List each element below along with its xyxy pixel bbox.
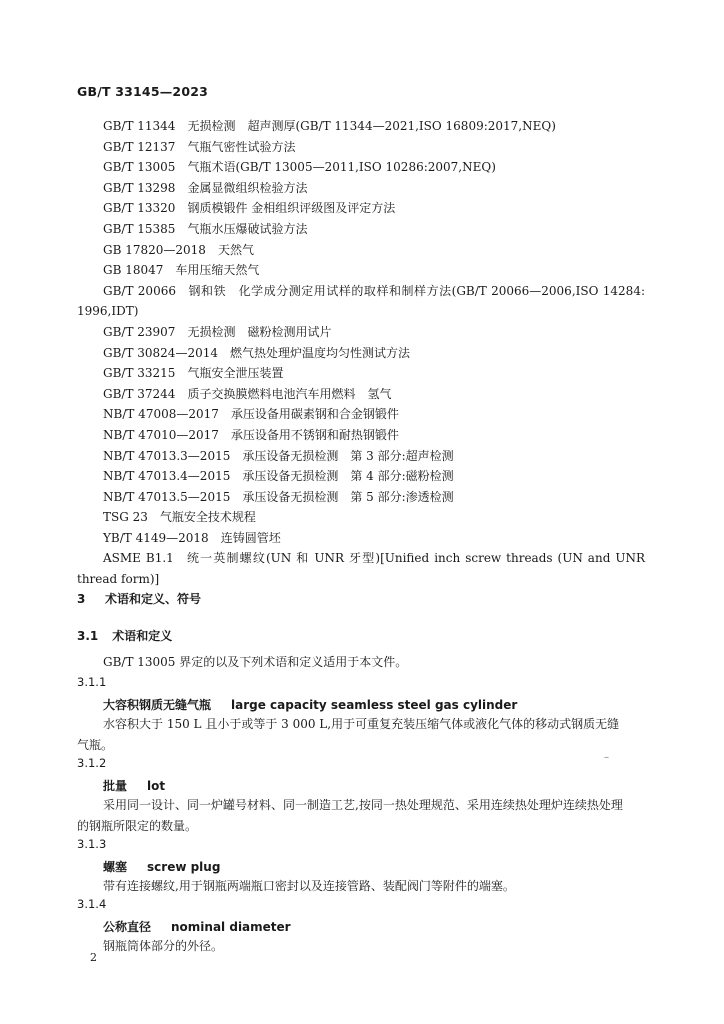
- definition-line: 采用同一设计、同一炉罐号材料、同一制造工艺,按同一热处理规范、采用连续热处理炉连续热处理: [103, 798, 623, 812]
- term-definition: [77, 936, 645, 957]
- term-definition: [77, 714, 645, 756]
- term-zh: 大容积钢质无缝气瓶: [103, 698, 212, 712]
- subsection-heading: [77, 627, 172, 644]
- reference-item: [77, 404, 645, 425]
- reference-title: 承压设备无损检测 第 4 部分:磁粉检测: [242, 469, 454, 484]
- reference-code: NB/T 47010—2017: [103, 427, 219, 442]
- reference-code: GB/T 11344: [103, 119, 176, 133]
- reference-title: 金属显微组织检验方法: [187, 180, 308, 195]
- subsection-title: 术语和定义: [112, 629, 173, 643]
- reference-line: [77, 281, 645, 302]
- reference-item: [77, 281, 645, 322]
- margin-mark: –: [604, 752, 609, 763]
- reference-title: 气瓶气密性试验方法: [187, 139, 296, 154]
- definition-line: 带有连接螺纹,用于钢瓶两端瓶口密封以及连接管路、装配阀门等附件的端塞。: [103, 879, 515, 893]
- reference-item: [77, 487, 645, 508]
- page-number: 2: [90, 951, 97, 964]
- reference-code: NB/T 47013.4—2015: [103, 469, 231, 484]
- term-heading: [103, 858, 220, 875]
- term-heading: [103, 696, 517, 713]
- intro-text: GB/T 13005 界定的以及下列术语和定义适用于本文件。: [103, 655, 408, 669]
- term-number: 3.1.3: [77, 837, 107, 851]
- reference-title: 气瓶安全技术规程: [159, 510, 256, 525]
- reference-title: 气瓶术语(GB/T 13005—2011,ISO 10286:2007,NEQ): [187, 160, 496, 175]
- definition-line: 气瓶。: [77, 738, 114, 752]
- reference-item: [77, 219, 645, 240]
- reference-title: 统一英制螺纹(UN 和 UNR 牙型)[Unified inch screw threads (UN and UNR: [185, 551, 646, 566]
- term-number: 3.1.2: [77, 756, 107, 770]
- reference-item: [77, 466, 645, 487]
- reference-title: 承压设备用不锈钢和耐热钢锻件: [230, 427, 399, 442]
- reference-code: GB/T 13005: [103, 160, 176, 175]
- reference-continuation: thread form)]: [77, 572, 160, 587]
- reference-title: 质子交换膜燃料电池汽车用燃料 氢气: [187, 386, 392, 401]
- definition-line: 钢瓶筒体部分的外径。: [103, 939, 224, 953]
- reference-item: [77, 425, 645, 446]
- definition-line: 水容积大于 150 L 且小于或等于 3 000 L,用于可重复充装压缩气体或液化气体的移动式钢质无缝: [103, 717, 620, 731]
- reference-code: GB/T 23907: [103, 324, 176, 339]
- reference-code: YB/T 4149—2018: [103, 530, 209, 545]
- reference-title: 承压设备无损检测 第 5 部分:渗透检测: [242, 489, 454, 504]
- section-title: 术语和定义、符号: [105, 592, 202, 606]
- reference-code: GB/T 20066: [103, 283, 176, 298]
- term-en: nominal diameter: [171, 920, 291, 934]
- term-zh: 批量: [103, 779, 128, 793]
- term-zh: 公称直径: [103, 920, 152, 934]
- reference-code: GB/T 37244: [103, 386, 176, 401]
- reference-code: TSG 23: [103, 510, 148, 525]
- term-number: 3.1.4: [77, 897, 107, 911]
- reference-code: GB/T 13320: [103, 201, 176, 216]
- reference-title: 燃气热处理炉温度均匀性测试方法: [229, 345, 410, 360]
- reference-item: [77, 384, 645, 405]
- reference-code: GB/T 13298: [103, 180, 176, 195]
- reference-code: ASME B1.1: [103, 551, 174, 566]
- standard-code: GB/T 33145—2023: [77, 84, 209, 99]
- reference-title: 无损检测 超声测厚(GB/T 11344—2021,ISO 16809:2017,NEQ): [187, 119, 556, 133]
- section-heading: [77, 590, 201, 607]
- term-heading: [103, 777, 165, 794]
- definition-line: 的钢瓶所限定的数量。: [77, 819, 198, 833]
- reference-item: [77, 198, 645, 219]
- reference-code: GB/T 33215: [103, 366, 176, 381]
- reference-item: [77, 240, 645, 261]
- reference-title: 连铸圆管坯: [220, 530, 281, 545]
- term-number: 3.1.1: [77, 675, 107, 689]
- normative-references-list: [77, 116, 645, 590]
- reference-title: 承压设备无损检测 第 3 部分:超声检测: [242, 448, 454, 463]
- reference-code: GB/T 12137: [103, 139, 176, 154]
- reference-title: 气瓶水压爆破试验方法: [187, 221, 308, 236]
- reference-item: [77, 507, 645, 528]
- reference-code: NB/T 47013.3—2015: [103, 448, 231, 463]
- reference-item: [77, 137, 645, 158]
- reference-code: GB 17820—2018: [103, 242, 206, 257]
- reference-item: [77, 548, 645, 589]
- term-definition: [77, 795, 645, 837]
- reference-title: 无损检测 磁粉检测用试片: [187, 324, 332, 339]
- reference-title: 钢质模锻件 金相组织评级图及评定方法: [187, 201, 396, 216]
- reference-item: [77, 178, 645, 199]
- subsection-number: 3.1: [77, 629, 99, 643]
- term-heading: [103, 918, 291, 935]
- reference-title: 钢和铁 化学成分测定用试样的取样和制样方法(GB/T 20066—2006,ISO 14284:: [187, 283, 645, 298]
- reference-title: 天然气: [217, 242, 254, 257]
- reference-title: 承压设备用碳素钢和合金钢锻件: [230, 407, 399, 422]
- reference-item: [77, 260, 645, 281]
- section-number: 3: [77, 592, 86, 606]
- term-en: large capacity seamless steel gas cylinder: [231, 698, 518, 712]
- intro-paragraph: [77, 652, 645, 673]
- reference-item: [77, 116, 645, 137]
- reference-code: GB 18047: [103, 263, 164, 278]
- reference-item: [77, 322, 645, 343]
- reference-item: [77, 528, 645, 549]
- reference-title: 车用压缩天然气: [175, 263, 260, 278]
- term-en: screw plug: [147, 860, 221, 874]
- reference-item: [77, 343, 645, 364]
- reference-item: [77, 157, 645, 178]
- reference-title: 气瓶安全泄压装置: [187, 366, 284, 381]
- reference-continuation: 1996,IDT): [77, 304, 139, 319]
- term-zh: 螺塞: [103, 860, 128, 874]
- reference-code: GB/T 30824—2014: [103, 345, 218, 360]
- reference-code: GB/T 15385: [103, 221, 176, 236]
- reference-item: [77, 446, 645, 467]
- reference-item: [77, 363, 645, 384]
- reference-code: NB/T 47013.5—2015: [103, 489, 231, 504]
- reference-code: NB/T 47008—2017: [103, 407, 219, 422]
- term-definition: [77, 876, 645, 897]
- term-en: lot: [147, 779, 166, 793]
- reference-line: [77, 548, 645, 569]
